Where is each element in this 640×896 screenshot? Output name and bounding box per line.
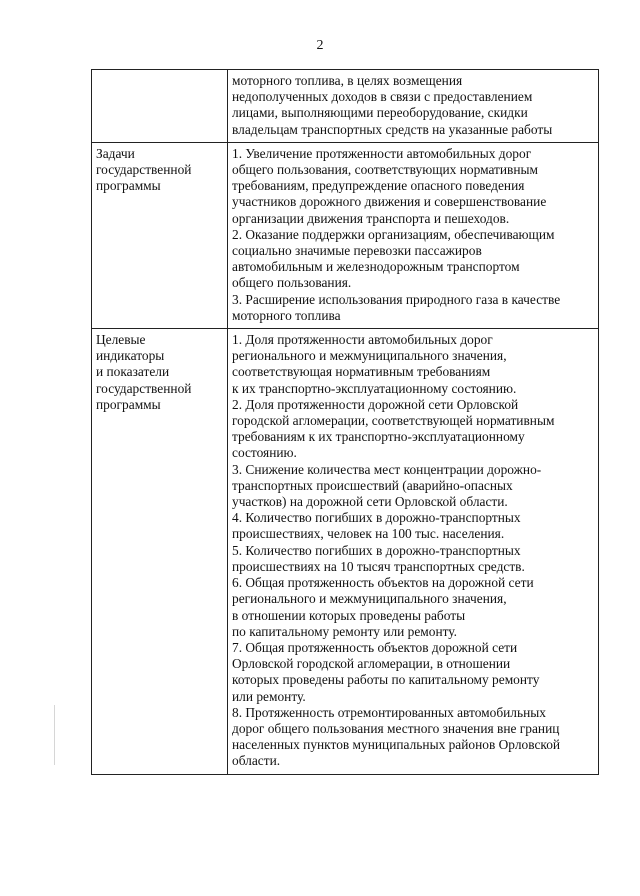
row-content-line: которых проведены работы по капитальному ремонту xyxy=(232,672,540,688)
scan-artifact-line xyxy=(54,705,55,765)
row-label-cell xyxy=(92,142,228,328)
row-content-line: 2. Доля протяженности дорожной сети Орловской xyxy=(232,396,519,412)
row-content-line: городской агломерации, соответствующей нормативным xyxy=(232,413,555,429)
row-content-line: 3. Расширение использования природного газа в качестве xyxy=(232,291,561,307)
row-content-line: дорог общего пользования местного значения вне границ xyxy=(232,720,560,736)
row-content-line: по капитальному ремонту или ремонту. xyxy=(232,623,458,639)
row-content-line: социально значимые перевозки пассажиров xyxy=(232,243,482,259)
row-label-line: индикаторы xyxy=(96,348,165,364)
row-label-cell xyxy=(92,329,228,774)
row-content-line: 7. Общая протяженность объектов дорожной сети xyxy=(232,639,518,655)
row-content-line: 6. Общая протяженность объектов на дорожной сети xyxy=(232,575,534,591)
row-content-line: происшествиях на 10 тысяч транспортных средств. xyxy=(232,558,525,574)
row-content-line: 8. Протяженность отремонтированных автомобильных xyxy=(232,704,546,720)
row-content-line: моторного топлива xyxy=(232,307,341,323)
row-content-line: 5. Количество погибших в дорожно-транспортных xyxy=(232,542,521,558)
row-content-line: организации движения транспорта и пешеходов. xyxy=(232,210,510,226)
row-content-line: 2. Оказание поддержки организациям, обеспечивающим xyxy=(232,226,555,242)
row-label-line: программы xyxy=(96,396,161,412)
row-content-line: владельцам транспортных средств на указанные работы xyxy=(232,121,553,137)
row-content-line: 1. Увеличение протяженности автомобильных дорог xyxy=(232,145,532,161)
row-content-line: участников дорожного движения и совершенствование xyxy=(232,194,547,210)
row-label-line: программы xyxy=(96,178,161,194)
row-label-line: Целевые xyxy=(96,332,146,348)
row-content-cell xyxy=(228,70,599,143)
row-content-line: соответствующая нормативным требованиям xyxy=(232,364,491,380)
row-content-line: состоянию. xyxy=(232,445,297,461)
row-content-line: транспортных происшествий (аварийно-опасных xyxy=(232,477,513,493)
row-content-line: происшествиях, человек на 100 тыс. населения. xyxy=(232,526,505,542)
row-content-line: области. xyxy=(232,753,281,769)
row-content-line: регионального и межмуниципального значения, xyxy=(232,348,507,364)
row-content-line: автомобильным и железнодорожным транспортом xyxy=(232,259,520,275)
page-number: 2 xyxy=(316,38,324,53)
row-content-line: населенных пунктов муниципальных районов Орловской xyxy=(232,737,561,753)
row-content-line: в отношении которых проведены работы xyxy=(232,607,466,623)
row-label-line: государственной xyxy=(96,380,192,396)
row-content-line: участков) на дорожной сети Орловской области. xyxy=(232,494,508,510)
row-content-line: общего пользования, соответствующих нормативным xyxy=(232,162,539,178)
table-row xyxy=(92,70,599,143)
row-content-line: 1. Доля протяженности автомобильных дорог xyxy=(232,332,493,348)
row-label-line: и показатели xyxy=(96,364,170,380)
row-content-line: Орловской городской агломерации, в отношении xyxy=(232,656,511,672)
row-content-line: к их транспортно-эксплуатационному состоянию. xyxy=(232,380,517,396)
table-row xyxy=(92,329,599,774)
row-content-line: лицами, выполняющими переоборудование, скидки xyxy=(232,105,528,121)
row-label-line: государственной xyxy=(96,162,192,178)
row-content-cell xyxy=(228,142,599,328)
row-label-cell xyxy=(92,70,228,143)
row-content-line: 3. Снижение количества мест концентрации дорожно- xyxy=(232,461,542,477)
row-content-line: требованиям к их транспортно-эксплуатационному xyxy=(232,429,525,445)
row-content-line: требованиям, предупреждение опасного поведения xyxy=(232,178,525,194)
row-content-line: регионального и межмуниципального значения, xyxy=(232,591,507,607)
row-content-cell xyxy=(228,329,599,774)
table-row xyxy=(92,142,599,328)
row-content-line: 4. Количество погибших в дорожно-транспортных xyxy=(232,510,521,526)
row-content-line: недополученных доходов в связи с предоставлением xyxy=(232,89,533,105)
row-content-line: или ремонту. xyxy=(232,688,306,704)
row-label-line: Задачи xyxy=(96,145,135,161)
row-content-line: моторного топлива, в целях возмещения xyxy=(232,73,463,88)
program-passport-table xyxy=(91,69,599,775)
row-content-line: общего пользования. xyxy=(232,275,352,291)
